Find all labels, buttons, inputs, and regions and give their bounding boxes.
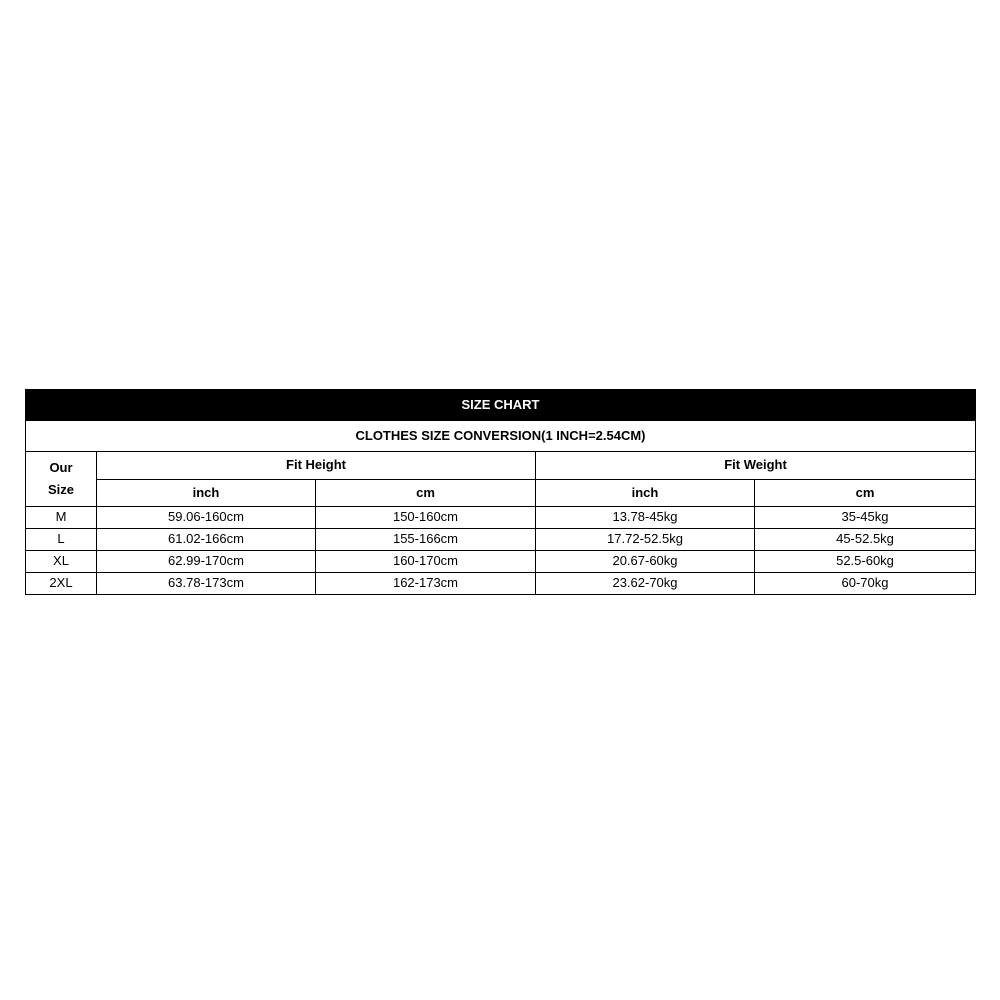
- weight-inch-cell: 17.72-52.5kg: [536, 529, 755, 551]
- size-chart-table: [25, 389, 976, 595]
- fit-height-header: Fit Height: [97, 452, 536, 480]
- height-inch-cell: 62.99-170cm: [97, 551, 316, 573]
- height-inch-header: inch: [97, 480, 316, 507]
- size-header-line1: Our: [49, 460, 73, 475]
- group-header-row: [26, 452, 976, 480]
- height-cm-cell: 162-173cm: [316, 573, 536, 595]
- weight-cm-cell: 60-70kg: [755, 573, 976, 595]
- conversion-row: [26, 421, 976, 452]
- table-row: [26, 551, 976, 573]
- table-row: [26, 507, 976, 529]
- height-inch-cell: 59.06-160cm: [97, 507, 316, 529]
- conversion-note: CLOTHES SIZE CONVERSION(1 INCH=2.54CM): [26, 421, 976, 452]
- unit-header-row: [26, 480, 976, 507]
- weight-cm-cell: 45-52.5kg: [755, 529, 976, 551]
- height-cm-cell: 155-166cm: [316, 529, 536, 551]
- weight-inch-cell: 20.67-60kg: [536, 551, 755, 573]
- size-cell: 2XL: [26, 573, 97, 595]
- height-cm-header: cm: [316, 480, 536, 507]
- weight-inch-header: inch: [536, 480, 755, 507]
- weight-inch-cell: 13.78-45kg: [536, 507, 755, 529]
- size-cell: XL: [26, 551, 97, 573]
- table-row: [26, 573, 976, 595]
- size-column-header: [26, 452, 97, 507]
- size-cell: L: [26, 529, 97, 551]
- fit-weight-header: Fit Weight: [536, 452, 976, 480]
- height-cm-cell: 160-170cm: [316, 551, 536, 573]
- weight-inch-cell: 23.62-70kg: [536, 573, 755, 595]
- size-cell: M: [26, 507, 97, 529]
- weight-cm-cell: 35-45kg: [755, 507, 976, 529]
- height-inch-cell: 61.02-166cm: [97, 529, 316, 551]
- height-inch-cell: 63.78-173cm: [97, 573, 316, 595]
- table-title: SIZE CHART: [26, 390, 976, 421]
- title-row: [26, 390, 976, 421]
- height-cm-cell: 150-160cm: [316, 507, 536, 529]
- weight-cm-header: cm: [755, 480, 976, 507]
- weight-cm-cell: 52.5-60kg: [755, 551, 976, 573]
- size-header-line2: Size: [47, 482, 74, 497]
- table-row: [26, 529, 976, 551]
